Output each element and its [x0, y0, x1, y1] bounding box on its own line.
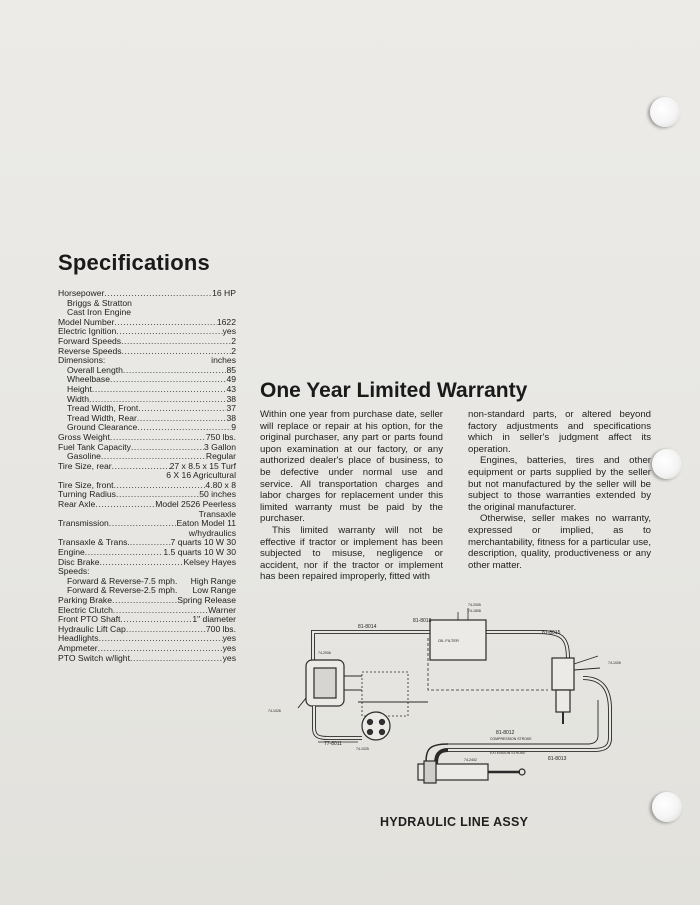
spec-value: Regular	[205, 451, 236, 462]
diagram-label: 74-2006	[318, 651, 331, 655]
spec-value: Spring Release	[177, 595, 236, 605]
spec-label: Dimensions:	[58, 355, 106, 366]
spec-value: 9	[231, 422, 236, 433]
spec-label: Ampmeter	[58, 642, 98, 653]
warranty-paragraph: Otherwise, seller makes no warranty, expressed or implied, as to merchantability, fitness for a particular use, description, quality, productiveness or any other matter.	[468, 513, 651, 571]
spec-label: Gross Weight	[58, 431, 110, 442]
spec-value: 37	[226, 403, 236, 414]
spec-value: 38	[226, 412, 236, 423]
diagram-label: EXTENSION STROKE	[490, 751, 526, 755]
spec-label: Height	[67, 383, 92, 394]
spec-label: Ground Clearance	[67, 422, 138, 433]
spec-value: 1" diameter	[192, 614, 236, 625]
diagram-label: 77-8011	[324, 741, 342, 747]
spec-value: yes	[222, 652, 236, 663]
spec-label: Headlights	[58, 633, 99, 644]
warranty-paragraph: Engines, batteries, tires and other equipment or parts supplied by the seller but not manufactured by the seller will be subject to those warranties extended by the original manufacturer.	[468, 455, 651, 513]
spec-label: Turning Radius	[58, 489, 116, 500]
spec-value: yes	[222, 633, 236, 644]
punch-hole	[650, 97, 680, 127]
spec-label: Reverse Speeds	[58, 345, 122, 356]
spec-value: Model 2526 Peerless	[155, 499, 236, 510]
spec-value: 1622	[216, 316, 236, 327]
spec-label: Engine	[58, 547, 85, 558]
spec-label: Overall Length	[67, 364, 123, 375]
punch-hole	[652, 792, 682, 822]
spec-label: Forward & Reverse-2.5 mph.	[67, 585, 178, 596]
spec-label: Electric Clutch	[58, 604, 113, 615]
spec-label: Tread Width, Front	[67, 403, 139, 414]
diagram-label: OIL FILTER	[438, 638, 459, 643]
specifications-list	[58, 289, 236, 663]
diagram-label: 74-1026	[608, 661, 621, 665]
spec-value: 38	[226, 393, 236, 404]
diagram-caption: HYDRAULIC LINE ASSY	[380, 815, 529, 829]
diagram-label: 74-1808	[468, 609, 481, 613]
spec-value: 49	[226, 374, 236, 385]
warranty-column-right	[468, 409, 651, 571]
spec-label: Rear Axle	[58, 499, 96, 510]
diagram-label: 81-8018	[413, 618, 432, 624]
spec-value: 1.5 quarts 10 W 30	[163, 547, 236, 558]
diagram-label: 74-1026	[268, 709, 281, 713]
spec-label: Front PTO Shaft	[58, 614, 121, 625]
specifications-title: Specifications	[58, 250, 210, 275]
spec-note: Cast Iron Engine	[67, 307, 132, 318]
warranty-title: One Year Limited Warranty	[260, 379, 528, 402]
diagram-label: 81-8014	[358, 624, 377, 630]
spec-value: 3 Gallon	[203, 441, 236, 452]
warranty-paragraph: non-standard parts, or altered beyond factory adjustments and specifications which in seller's judgment affect its operation.	[468, 409, 651, 455]
spec-note: w/hydraulics	[188, 527, 236, 538]
punch-hole	[652, 449, 682, 479]
spec-value: High Range	[190, 575, 236, 586]
diagram-label: 81-8015	[542, 630, 561, 636]
spec-label: Horsepower	[58, 288, 105, 298]
spec-value: Warner	[208, 604, 236, 615]
spec-label: Hydraulic Lift Cap	[58, 623, 126, 634]
spec-value: yes	[222, 326, 236, 337]
spec-label: PTO Switch w/light	[58, 652, 130, 663]
warranty-paragraph: Within one year from purchase date, seller will replace or repair at his option, for the original purchaser, any part or parts found upon examination at our factory, or any authorized dealer's place of business, to be defective under normal use and service. All transportation charges and labor charges for replacement under this limited warranty must be paid by the purchaser.	[260, 409, 443, 525]
spec-value: Eaton Model 11	[176, 518, 236, 529]
spec-label: Forward Speeds	[58, 335, 122, 346]
spec-value: 27 x 8.5 x 15 Turf	[169, 460, 236, 471]
spec-label: Wheelbase	[67, 374, 110, 385]
spec-label: Tread Width, Rear	[67, 412, 137, 423]
spec-label: Fuel Tank Capacity	[58, 441, 131, 452]
warranty-column-left	[260, 409, 443, 583]
spec-value: 85	[226, 364, 236, 375]
spec-label: Transaxle & Trans.	[58, 537, 130, 548]
spec-value: yes	[222, 642, 236, 653]
spec-note: Briggs & Stratton	[67, 297, 132, 308]
spec-note: Transaxle	[198, 508, 236, 519]
spec-label: Tire Size, rear	[58, 460, 112, 471]
spec-value: 43	[226, 383, 236, 394]
spec-value: Kelsey Hayes	[183, 556, 236, 567]
spec-label: Electric Ignition	[58, 326, 117, 337]
diagram-label: 81-8013	[548, 756, 567, 762]
diagram-label: 74-2402	[464, 758, 477, 762]
spec-value: 50 inches	[199, 489, 236, 500]
spec-label: Width	[67, 393, 89, 404]
spec-label: Forward & Reverse-7.5 mph.	[67, 575, 178, 586]
hydraulic-line-diagram	[258, 598, 658, 793]
warranty-paragraph: This limited warranty will not be effective if tractor or implement has been subjected to misuse, negligence or accident, nor if the tractor or implement has been repaired improperly, fitted with	[260, 524, 443, 583]
spec-label: Parking Brake	[58, 595, 112, 605]
diagram-label: 81-8012	[496, 730, 515, 736]
spec-value: 700 lbs.	[205, 623, 236, 634]
spec-value: 2	[231, 335, 236, 346]
spec-label: Transmission	[58, 518, 109, 529]
spec-value: 2	[231, 345, 236, 356]
spec-value: 4.80 x 8	[205, 479, 236, 490]
spec-value: 7 quarts 10 W 30	[170, 537, 236, 548]
spec-value: inches	[211, 355, 236, 366]
spec-note: 6 X 16 Agricultural	[166, 470, 236, 481]
spec-label: Gasoline	[67, 451, 101, 462]
spec-label: Tire Size, front	[58, 479, 114, 490]
spec-value: 16 HP	[212, 288, 236, 298]
diagram-label: 74-1025	[356, 747, 369, 751]
spec-label: Model Number	[58, 316, 115, 327]
spec-note: Speeds:	[58, 566, 90, 577]
diagram-label: 74-2005	[468, 603, 481, 607]
spec-row	[58, 654, 236, 664]
spec-value: 750 lbs.	[205, 431, 236, 442]
spec-value: Low Range	[192, 585, 236, 596]
spec-label: Disc Brake	[58, 556, 100, 567]
diagram-label: COMPRESSION STROKE	[490, 737, 532, 741]
